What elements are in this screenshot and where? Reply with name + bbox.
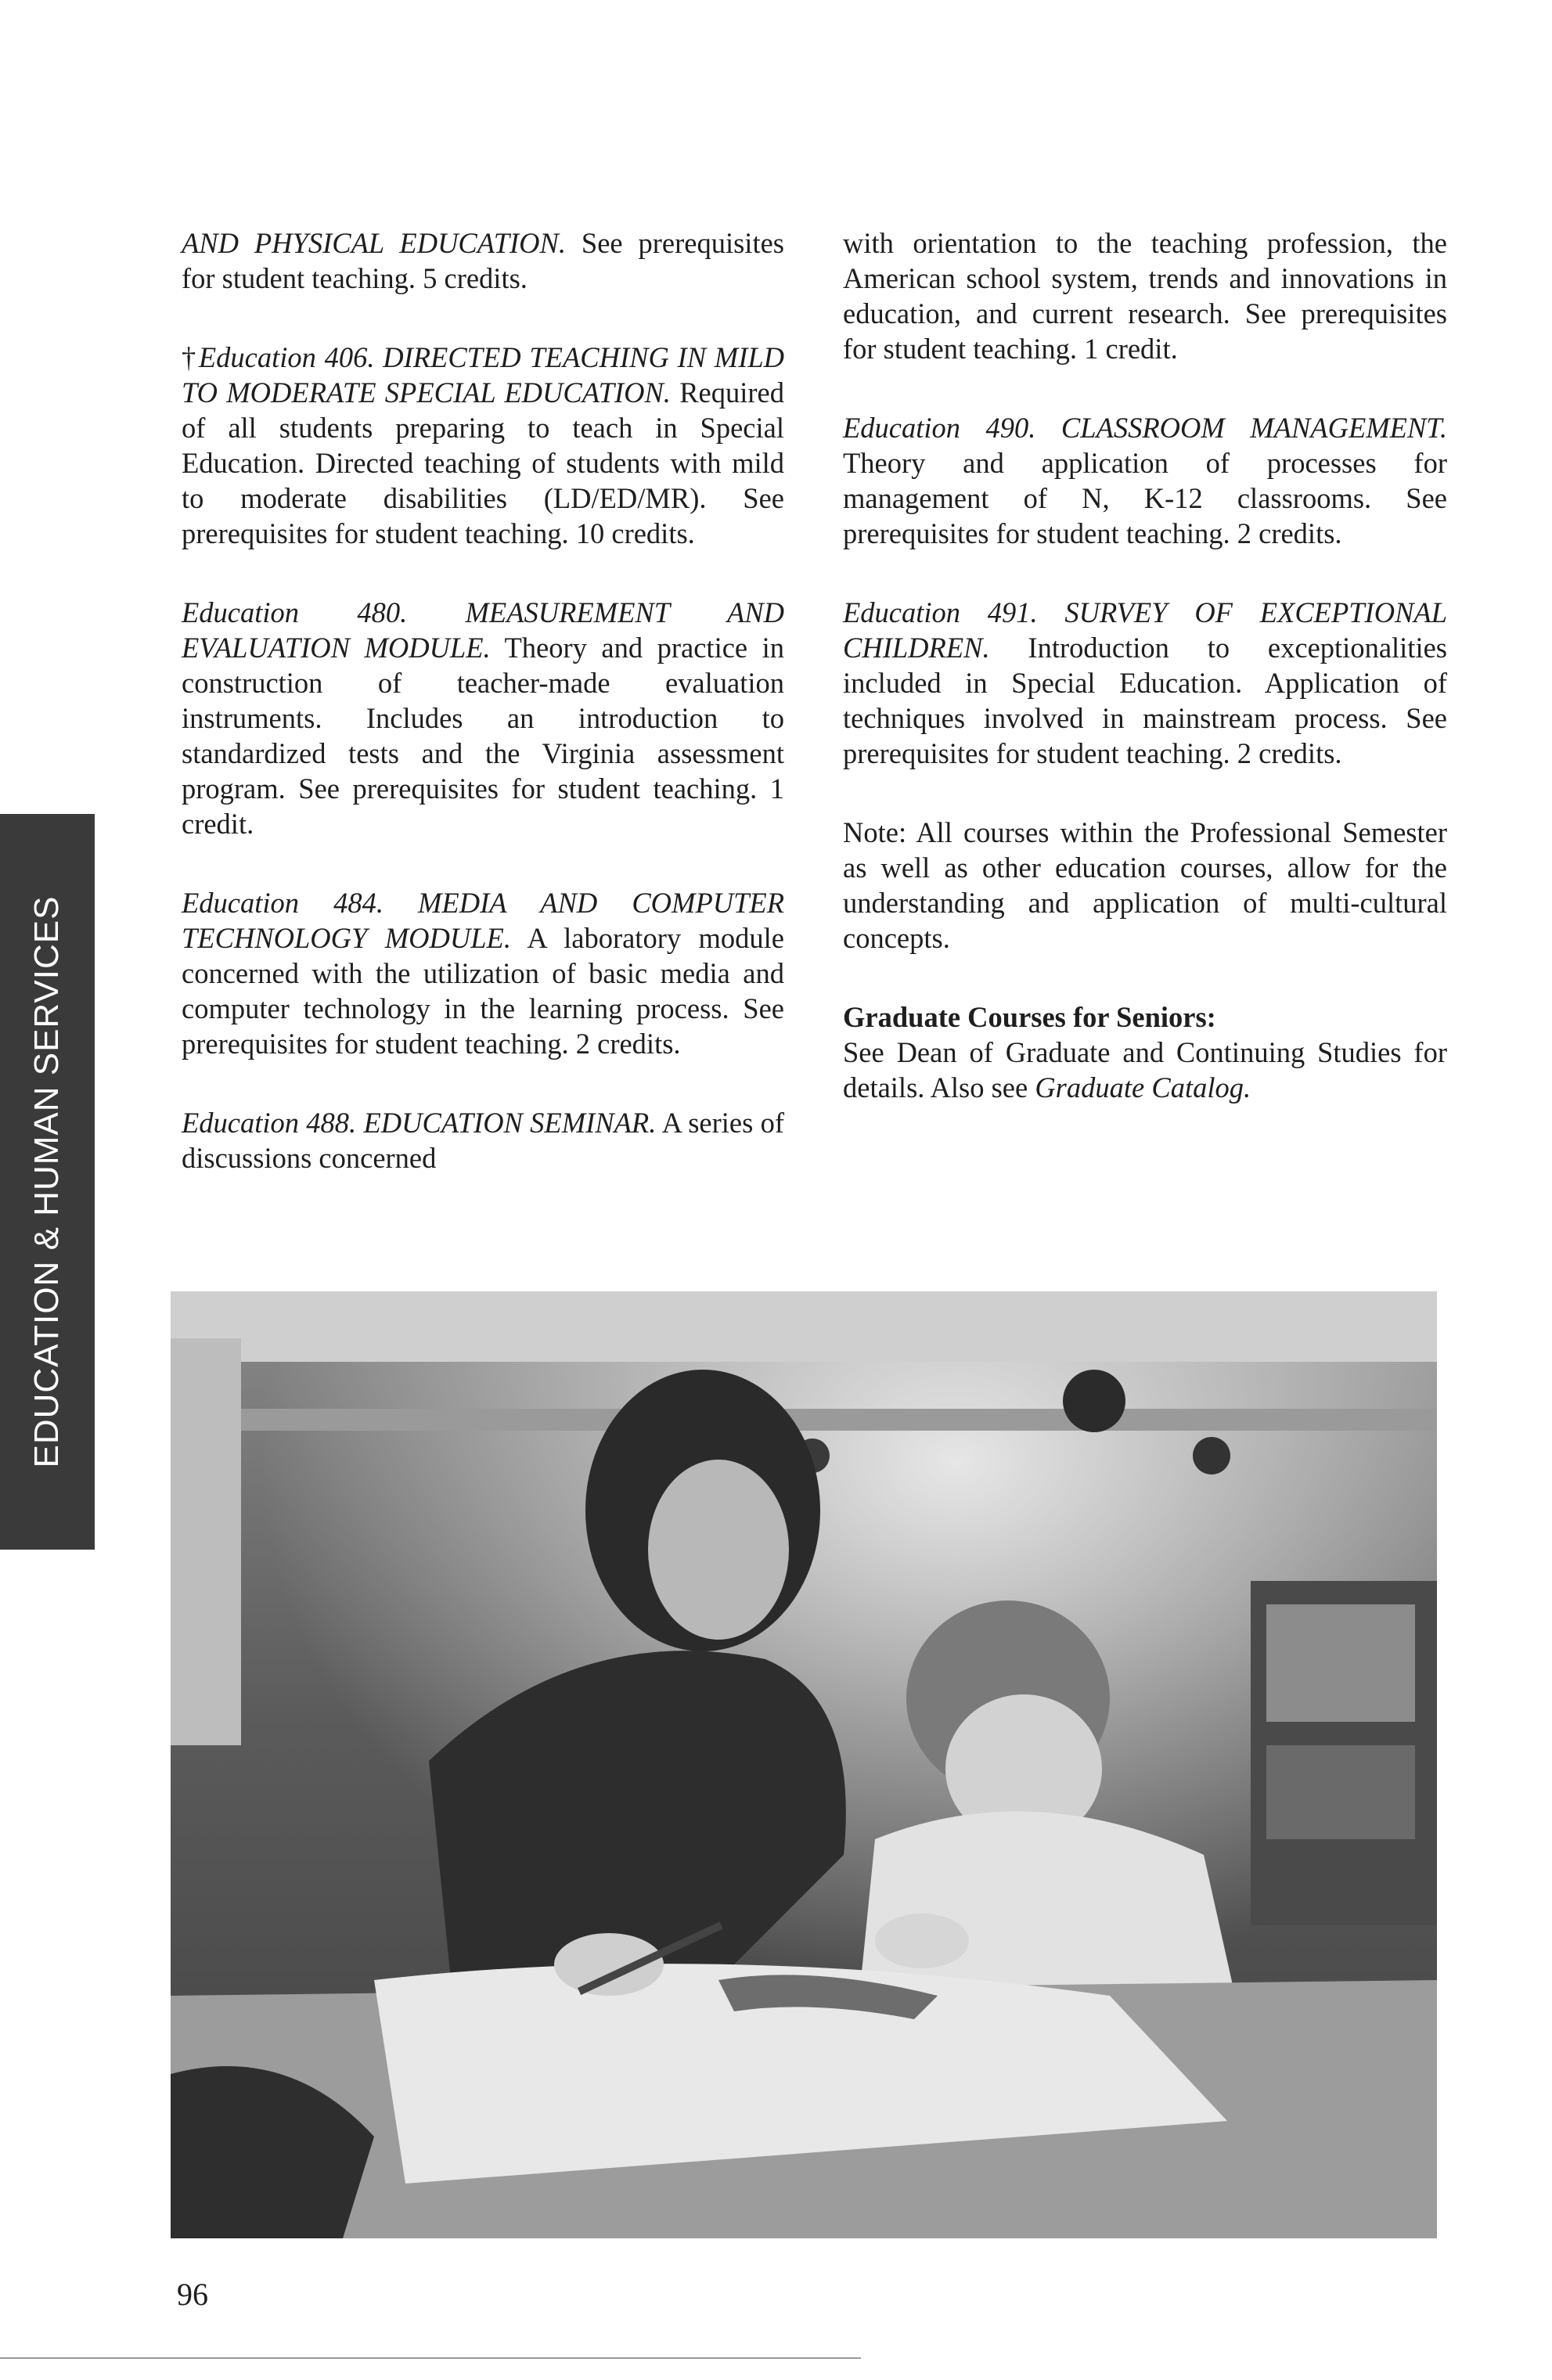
course-title: AND PHYSICAL EDUCATION. [182, 227, 567, 259]
course-description: Theory and application of processes for management of N, K-12 classrooms. See prerequisites for student teaching. 2 credits. [843, 447, 1447, 549]
course-entry [182, 885, 784, 1061]
course-title: EDUCATION SEMINAR. [356, 1107, 657, 1139]
course-description: A series of discussions concerned [182, 1107, 784, 1174]
course-description: Required of all students preparing to teach in Special Education. Directed teaching of students with mild to moderate disabilities (LD/ED/MR). See prerequisites for student teaching. 10 credits. [182, 376, 784, 549]
course-number: Education 490. [843, 412, 1036, 444]
course-title: MEDIA AND COMPUTER TECHNOLOGY MODULE. [182, 887, 784, 954]
graduate-text: See Dean of Graduate and Continuing Studies for details. Also see [843, 1036, 1447, 1104]
graduate-heading: Graduate Courses for Seniors: [843, 1001, 1216, 1033]
course-number: Education 406. [198, 341, 375, 373]
course-entry [182, 1105, 784, 1176]
course-description: Introduction to exceptionalities included in Special Education. Application of techniques involved in mainstream process. See prerequisites for student teaching. 2 credits. [843, 632, 1447, 769]
course-title: DIRECTED TEACHING IN MILD TO MODERATE SPECIAL EDUCATION. [182, 341, 785, 409]
course-number: Education 484. [182, 887, 383, 919]
graduate-section [843, 999, 1447, 1105]
graduate-catalog-reference: Graduate Catalog. [1035, 1071, 1251, 1104]
section-side-tab-label: EDUCATION & HUMAN SERVICES [27, 895, 66, 1468]
course-description: See prerequisites for student teaching. 5 credits. [182, 227, 784, 294]
classroom-photo [171, 1291, 1437, 2238]
footer-rule [0, 2357, 861, 2359]
course-title: CLASSROOM MANAGEMENT. [1035, 412, 1448, 444]
note-paragraph [843, 815, 1447, 956]
right-column [843, 225, 1447, 1149]
dagger-mark: † [182, 341, 197, 373]
course-title: SURVEY OF EXCEPTIONAL CHILDREN. [843, 596, 1448, 664]
section-side-tab [0, 814, 95, 1550]
course-entry [182, 225, 784, 296]
course-number: Education 480. [182, 596, 408, 628]
course-entry [843, 595, 1447, 771]
course-number: Education 488. [182, 1107, 357, 1139]
course-description: with orientation to the teaching profession, the American school system, trends and innovations in education, and current research. See prerequisites for student teaching. 1 credit. [843, 227, 1447, 365]
left-column [182, 225, 784, 1219]
course-entry [843, 410, 1447, 551]
course-description: Theory and practice in construction of teacher-made evaluation instruments. Includes an introduction to standardized tests and the Virginia assessment program. See prerequisites for student teaching. 1 credit. [182, 632, 785, 840]
classroom-photo-teacher-and-child-icon [171, 1291, 1437, 2238]
note-text: Note: All courses within the Professional Semester as well as other education courses, allow for the understanding and application of multi-cultural concepts. [843, 816, 1447, 954]
course-entry [843, 225, 1447, 366]
course-description: A laboratory module concerned with the utilization of basic media and computer technology in the learning process. See prerequisites for student teaching. 2 credits. [182, 922, 785, 1060]
course-entry [182, 595, 784, 841]
course-number: Education 491. [843, 596, 1038, 628]
course-entry [182, 340, 784, 551]
course-title: MEASUREMENT AND EVALUATION MODULE. [182, 596, 784, 664]
page-number: 96 [177, 2277, 208, 2312]
